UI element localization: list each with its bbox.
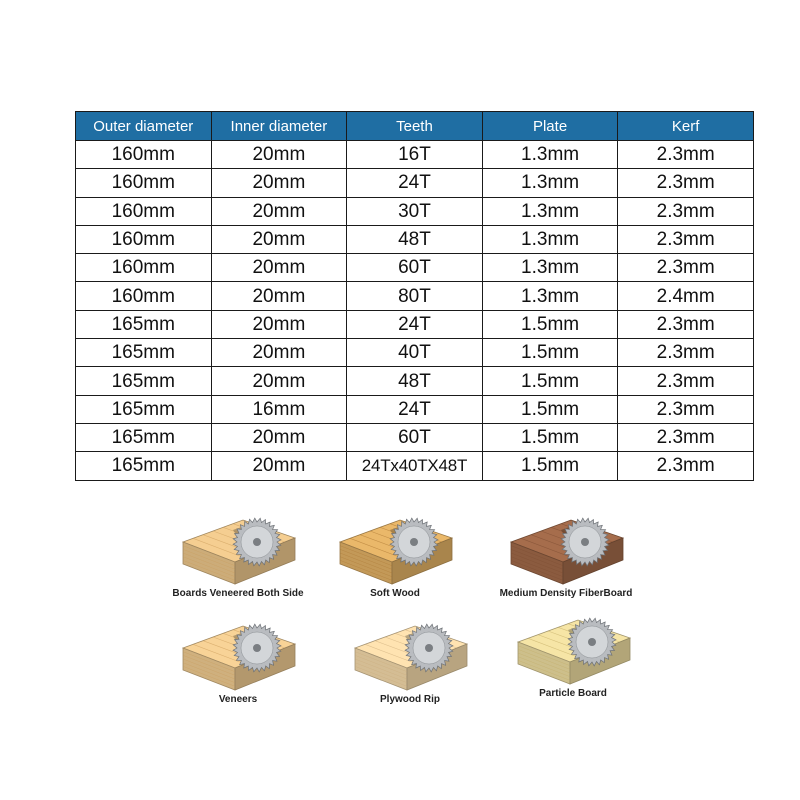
inner-diameter-cell: 20mm <box>211 310 347 338</box>
board-saw-icon <box>501 512 631 586</box>
plate-cell: 1.5mm <box>482 452 618 480</box>
teeth-cell: 24T <box>347 169 483 197</box>
kerf-cell: 2.3mm <box>618 423 754 451</box>
material-boards-veneered <box>148 512 328 599</box>
kerf-cell: 2.3mm <box>618 367 754 395</box>
inner-diameter-cell: 20mm <box>211 141 347 169</box>
outer-diameter-cell: 160mm <box>76 197 212 225</box>
header-inner-diameter: Inner diameter <box>211 112 347 141</box>
material-mdf <box>476 512 656 599</box>
kerf-cell: 2.3mm <box>618 225 754 253</box>
table-row <box>76 254 754 282</box>
outer-diameter-cell: 165mm <box>76 452 212 480</box>
outer-diameter-cell: 160mm <box>76 169 212 197</box>
kerf-cell: 2.3mm <box>618 339 754 367</box>
table-row <box>76 282 754 310</box>
plate-cell: 1.5mm <box>482 310 618 338</box>
material-plywood-rip <box>320 618 500 705</box>
board-saw-icon <box>345 618 475 692</box>
inner-diameter-cell: 20mm <box>211 423 347 451</box>
kerf-cell: 2.3mm <box>618 254 754 282</box>
kerf-cell: 2.3mm <box>618 141 754 169</box>
header-outer-diameter: Outer diameter <box>76 112 212 141</box>
table-row <box>76 310 754 338</box>
table-row <box>76 395 754 423</box>
header-kerf: Kerf <box>618 112 754 141</box>
material-label: Plywood Rip <box>380 694 440 705</box>
materials-section <box>0 500 800 730</box>
outer-diameter-cell: 160mm <box>76 225 212 253</box>
material-label: Soft Wood <box>370 588 420 599</box>
material-soft-wood <box>305 512 485 599</box>
inner-diameter-cell: 20mm <box>211 452 347 480</box>
inner-diameter-cell: 20mm <box>211 367 347 395</box>
outer-diameter-cell: 165mm <box>76 395 212 423</box>
teeth-cell: 48T <box>347 225 483 253</box>
table-body <box>76 141 754 481</box>
outer-diameter-cell: 160mm <box>76 254 212 282</box>
material-veneers <box>148 618 328 705</box>
plate-cell: 1.5mm <box>482 339 618 367</box>
inner-diameter-cell: 20mm <box>211 282 347 310</box>
outer-diameter-cell: 160mm <box>76 282 212 310</box>
inner-diameter-cell: 16mm <box>211 395 347 423</box>
teeth-cell: 40T <box>347 339 483 367</box>
material-label: Veneers <box>218 694 258 705</box>
teeth-cell: 48T <box>347 367 483 395</box>
kerf-cell: 2.3mm <box>618 169 754 197</box>
plate-cell: 1.3mm <box>482 197 618 225</box>
teeth-cell: 60T <box>347 423 483 451</box>
table-row <box>76 423 754 451</box>
table-row <box>76 197 754 225</box>
teeth-cell: 80T <box>347 282 483 310</box>
table-row <box>76 367 754 395</box>
board-saw-icon <box>173 618 303 692</box>
kerf-cell: 2.4mm <box>618 282 754 310</box>
kerf-cell: 2.3mm <box>618 310 754 338</box>
teeth-cell: 60T <box>347 254 483 282</box>
table-header-row <box>76 112 754 141</box>
plate-cell: 1.5mm <box>482 395 618 423</box>
board-saw-icon <box>330 512 460 586</box>
inner-diameter-cell: 20mm <box>211 197 347 225</box>
teeth-cell: 16T <box>347 141 483 169</box>
table-row <box>76 225 754 253</box>
teeth-cell: 30T <box>347 197 483 225</box>
plate-cell: 1.3mm <box>482 254 618 282</box>
material-label: Medium Density FiberBoard <box>499 588 633 599</box>
teeth-cell: 24T <box>347 310 483 338</box>
material-label: Boards Veneered Both Side <box>172 588 304 599</box>
kerf-cell: 2.3mm <box>618 197 754 225</box>
table-row <box>76 141 754 169</box>
plate-cell: 1.3mm <box>482 225 618 253</box>
board-saw-icon <box>508 612 638 686</box>
teeth-cell: 24Tx40TX48T <box>347 452 483 480</box>
table-row <box>76 452 754 480</box>
inner-diameter-cell: 20mm <box>211 169 347 197</box>
inner-diameter-cell: 20mm <box>211 254 347 282</box>
table-row <box>76 339 754 367</box>
outer-diameter-cell: 165mm <box>76 339 212 367</box>
outer-diameter-cell: 165mm <box>76 367 212 395</box>
teeth-cell: 24T <box>347 395 483 423</box>
plate-cell: 1.3mm <box>482 282 618 310</box>
outer-diameter-cell: 165mm <box>76 310 212 338</box>
outer-diameter-cell: 165mm <box>76 423 212 451</box>
header-teeth: Teeth <box>347 112 483 141</box>
header-plate: Plate <box>482 112 618 141</box>
kerf-cell: 2.3mm <box>618 452 754 480</box>
plate-cell: 1.5mm <box>482 423 618 451</box>
inner-diameter-cell: 20mm <box>211 225 347 253</box>
board-saw-icon <box>173 512 303 586</box>
kerf-cell: 2.3mm <box>618 395 754 423</box>
table-row <box>76 169 754 197</box>
inner-diameter-cell: 20mm <box>211 339 347 367</box>
plate-cell: 1.3mm <box>482 141 618 169</box>
material-label: Particle Board <box>539 688 607 699</box>
material-particle-board <box>483 612 663 699</box>
plate-cell: 1.3mm <box>482 169 618 197</box>
plate-cell: 1.5mm <box>482 367 618 395</box>
outer-diameter-cell: 160mm <box>76 141 212 169</box>
spec-table <box>75 111 754 481</box>
